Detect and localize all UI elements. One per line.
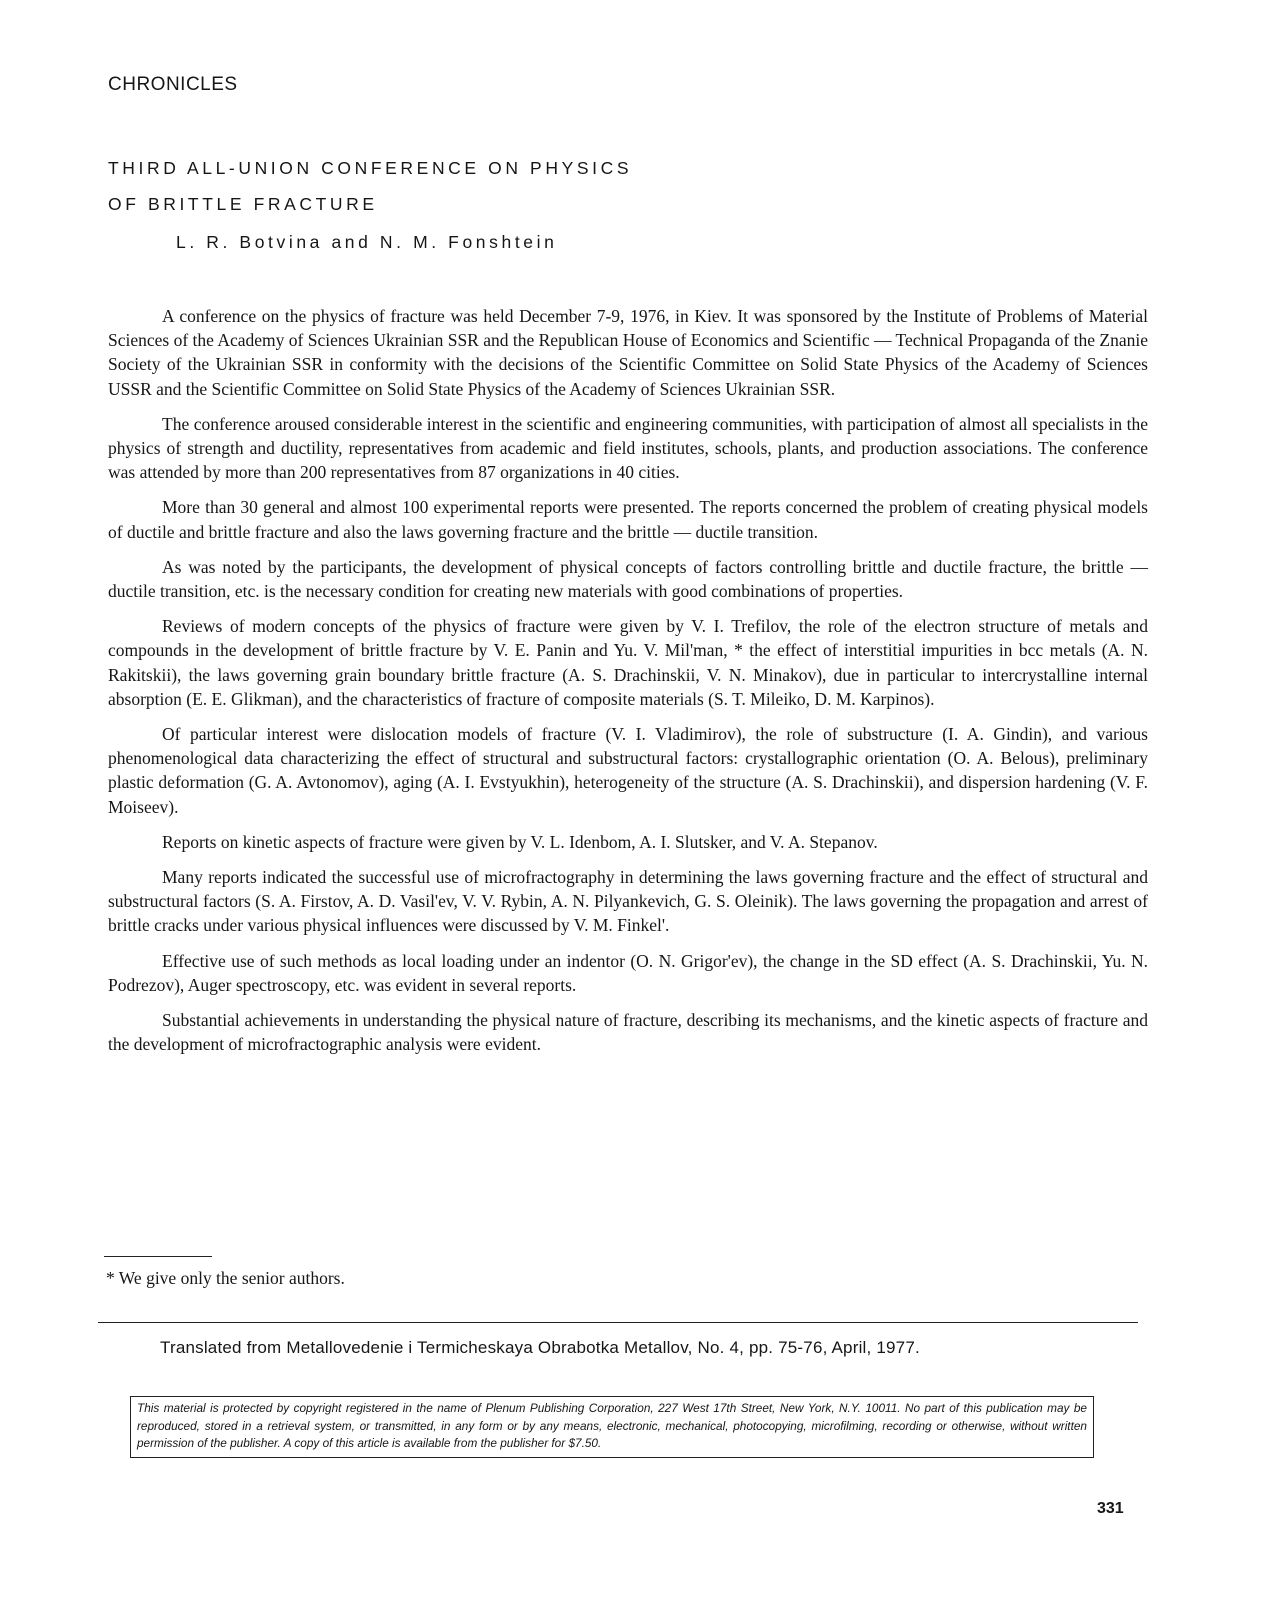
body-paragraph: The conference aroused considerable interest in the scientific and engineering communities, with participation of almost all specialists in the physics of strength and ductility, representatives from academic and field institutes, schools, plants, and production associations. The conference was attended by more than 200 representatives from 87 organizations in 40 cities.: [108, 413, 1148, 483]
page-number: 331: [1097, 1500, 1124, 1517]
body-paragraph: Reviews of modern concepts of the physics of fracture were given by V. I. Trefilov, the role of the electron structure of metals and compounds in the development of brittle fracture by V. E. Panin and Yu. V. Mil'man, * the effect of interstitial impurities in bcc metals (A. N. Rakitskii), the laws governing grain boundary brittle fracture (A. S. Drachinskii, V. N. Minakov), due in particular to intercrystalline internal absorption (E. E. Glikman), and the characteristics of fracture of composite materials (S. T. Mileiko, D. M. Karpinos).: [108, 616, 1148, 709]
translation-divider: [98, 1322, 1138, 1323]
article-authors: L. R. Botvina and N. M. Fonshtein: [176, 232, 558, 252]
body-paragraph: As was noted by the participants, the development of physical concepts of factors controlling brittle and ductile fracture, the brittle — ductile transition, etc. is the necessary condition for creating new materials with good combinations of properties.: [108, 556, 1148, 602]
body-paragraph: Effective use of such methods as local loading under an indentor (O. N. Grigor'ev), the change in the SD effect (A. S. Drachinskii, Yu. N. Podrezov), Auger spectroscopy, etc. was evident in several reports.: [108, 950, 1148, 995]
body-paragraph: A conference on the physics of fracture was held December 7-9, 1976, in Kiev. It was sponsored by the Institute of Problems of Material Sciences of the Academy of Sciences Ukrainian SSR and the Republican House of Economics and Scientific — Technical Propaganda of the Znanie Society of the Ukrainian SSR in conformity with the decisions of the Scientific Committee on Solid State Physics of the Academy of Sciences USSR and the Scientific Committee on Solid State Physics of the Academy of Sciences Ukrainian SSR.: [108, 306, 1148, 399]
article-title-line: OF BRITTLE FRACTURE: [108, 194, 378, 214]
article-body: [108, 304, 1148, 1067]
article-title-line: THIRD ALL-UNION CONFERENCE ON PHYSICS: [108, 158, 633, 178]
body-paragraph: Of particular interest were dislocation models of fracture (V. I. Vladimirov), the role of substructure (I. A. Gindin), and various phenomenological data characterizing the effect of structural and substructural factors: crystallographic orientation (O. A. Belous), preliminary plastic deformation (G. A. Avtonomov), aging (A. I. Evstyukhin), heterogeneity of the structure (A. S. Drachinskii), and dispersion hardening (V. F. Moiseev).: [108, 724, 1148, 817]
footnote: * We give only the senior authors.: [106, 1268, 345, 1288]
body-paragraph: Substantial achievements in understanding the physical nature of fracture, describing its mechanisms, and the kinetic aspects of fracture and the development of microfractographic analysis were evident.: [108, 1010, 1148, 1055]
body-paragraph: Reports on kinetic aspects of fracture were given by V. L. Idenbom, A. I. Slutsker, and V. A. Stepanov.: [162, 831, 878, 852]
body-paragraph: Many reports indicated the successful use of microfractography in determining the laws governing fracture and the effect of structural and substructural factors (S. A. Firstov, A. D. Vasil'ev, V. V. Rybin, A. N. Pilyankevich, G. S. Oleinik). The laws governing the propagation and arrest of brittle cracks under various physical influences were discussed by V. M. Finkel'.: [108, 867, 1148, 936]
translation-source: Translated from Metallovedenie i Termicheskaya Obrabotka Metallov, No. 4, pp. 75-76, April, 1977.: [160, 1338, 920, 1357]
body-paragraph: More than 30 general and almost 100 experimental reports were presented. The reports concerned the problem of creating physical models of ductile and brittle fracture and also the laws governing fracture and the brittle — ductile transition.: [108, 497, 1148, 542]
copyright-notice: This material is protected by copyright registered in the name of Plenum Publishing Corporation, 227 West 17th Street, New York, N.Y. 10011. No part of this publication may be reproduced, stored in a retrieval system, or transmitted, in any form or by any means, electronic, mechanical, photocopying, microfilming, recording or otherwise, without written permission of the publisher. A copy of this article is available from the publisher for $7.50.: [130, 1396, 1094, 1458]
section-heading: CHRONICLES: [108, 74, 238, 95]
article-title: [108, 150, 632, 222]
footnote-divider: [104, 1256, 212, 1257]
